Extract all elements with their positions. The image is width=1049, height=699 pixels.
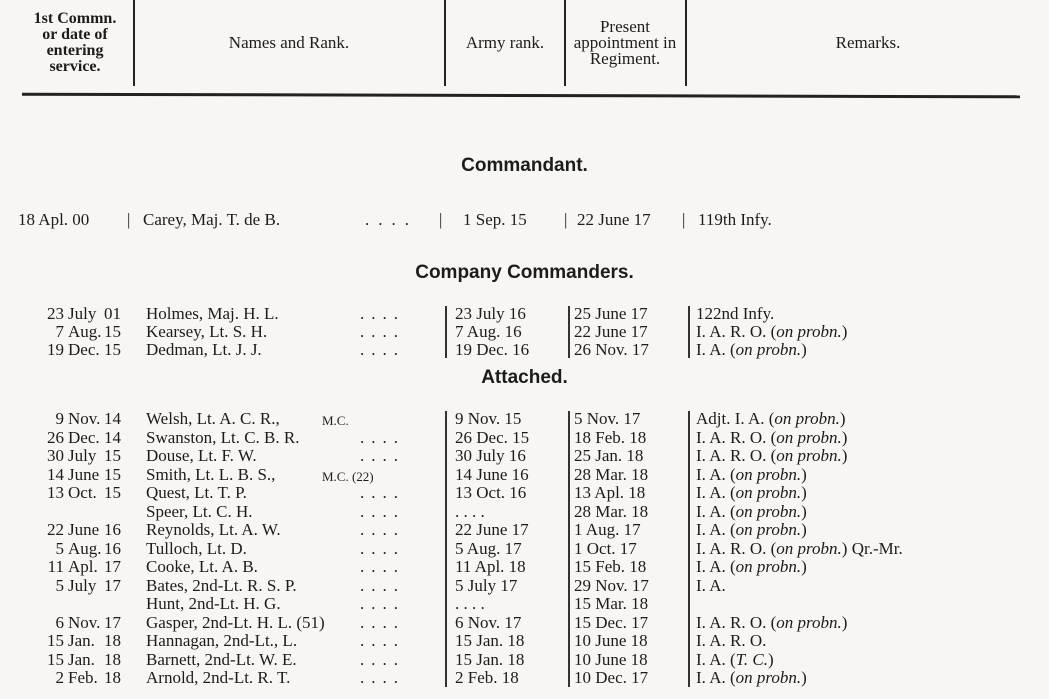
dot-leader: ....	[360, 322, 405, 341]
divider-mark: |	[127, 210, 131, 229]
officer-name: Smith, Lt. L. B. S.,	[146, 464, 276, 484]
appointment: 25 June 17	[574, 304, 648, 323]
entry-year: 17	[104, 575, 121, 595]
dot-leader: ....	[360, 446, 405, 465]
army-rank: 9 Nov. 15	[455, 409, 522, 428]
officer-name: Hannagan, 2nd-Lt., L.	[146, 631, 298, 650]
army-column-rule	[445, 306, 447, 358]
officer-name: Tulloch, Lt. D.	[146, 538, 247, 558]
entry-month: Jan.	[68, 631, 95, 650]
officer-row	[0, 429, 1049, 447]
dot-leader: ....	[360, 538, 405, 558]
appointment: 25 Jan. 18	[574, 446, 644, 465]
entry-year: 17	[104, 557, 121, 576]
officer-row	[0, 632, 1049, 650]
appointment: 10 Dec. 17	[574, 668, 649, 687]
entry-year: 18	[104, 649, 121, 669]
dot-leader: ....	[360, 340, 405, 359]
officer-row	[0, 410, 1049, 428]
entry-day: 11	[47, 557, 64, 576]
officer-name: Speer, Lt. C. H.	[146, 501, 253, 521]
officer-row	[0, 558, 1049, 576]
remarks: I. A. (on probn.)	[696, 340, 807, 359]
remarks: I. A. (on probn.)	[696, 464, 807, 484]
entry-day: 14	[47, 464, 64, 484]
officer-name: Reynolds, Lt. A. W.	[146, 520, 281, 539]
remarks-column-rule	[688, 411, 690, 687]
officer-row	[0, 540, 1049, 558]
entry-year: 18	[104, 631, 121, 650]
dot-leader: ....	[360, 631, 405, 650]
officer-row	[0, 484, 1049, 502]
entry-month: Aug.	[68, 538, 102, 558]
entry-day: 26	[47, 427, 64, 447]
entry-month: Nov.	[68, 409, 101, 428]
officer-row	[0, 614, 1049, 632]
officer-name: Dedman, Lt. J. J.	[146, 340, 262, 359]
officer-name: Gasper, 2nd-Lt. H. L. (51)	[146, 612, 325, 632]
officer-name: Cooke, Lt. A. B.	[146, 557, 258, 576]
entry-year: 17	[104, 612, 121, 632]
entry-day: 2	[55, 668, 64, 687]
remarks: I. A. R. O. (on probn.)	[696, 612, 848, 632]
entry-day: 23	[47, 304, 64, 323]
column-header-names: Names and Rank.	[228, 33, 350, 52]
dot-leader: ....	[365, 210, 418, 229]
remarks: 119th Infy.	[698, 210, 772, 229]
appointment: 5 Nov. 17	[574, 409, 641, 428]
entry-month: Jan.	[68, 649, 95, 669]
honour: M.C.	[322, 413, 349, 428]
officer-name: Welsh, Lt. A. C. R.,	[146, 409, 280, 428]
remarks: I. A. (T. C.)	[696, 649, 774, 669]
entry-month: July	[68, 575, 97, 595]
column-header-appointment: Present appointment in Regiment.	[573, 17, 677, 68]
section-title-company-commanders: Company Commanders.	[415, 262, 634, 283]
army-rank: 23 July 16	[455, 304, 526, 323]
officer-row	[0, 323, 1049, 341]
entry-year: 01	[104, 304, 121, 323]
appointment: 1 Oct. 17	[574, 538, 637, 558]
officer-name: Douse, Lt. F. W.	[146, 446, 257, 465]
officer-name: Quest, Lt. T. P.	[146, 483, 247, 502]
remarks: Adjt. I. A. (on probn.)	[696, 409, 846, 428]
entry-month: June	[68, 520, 100, 539]
entry-year: 15	[104, 464, 121, 484]
remarks: 122nd Infy.	[696, 304, 775, 323]
appointment-column-rule	[568, 306, 570, 358]
remarks: I. A.	[696, 575, 726, 595]
army-rank: . . . .	[455, 501, 485, 521]
entry-year: 14	[104, 427, 121, 447]
entry-year: 15	[104, 322, 121, 341]
entry-day: 15	[47, 631, 64, 650]
army-rank: 6 Nov. 17	[455, 612, 522, 632]
entry-month: Dec.	[68, 427, 100, 447]
entry-year: 15	[104, 340, 121, 359]
army-rank: . . . .	[455, 594, 485, 613]
remarks: I. A. R. O. (on probn.) Qr.-Mr.	[696, 538, 903, 558]
officer-row	[0, 651, 1049, 669]
dot-leader: ....	[360, 612, 405, 632]
appointment: 26 Nov. 17	[574, 340, 649, 359]
entry-month: Apl.	[68, 557, 98, 576]
remarks: I. A. (on probn.)	[696, 668, 807, 687]
officer-row	[0, 521, 1049, 539]
army-rank: 1 Sep. 15	[463, 210, 527, 229]
army-rank: 15 Jan. 18	[455, 649, 525, 669]
officer-name: Hunt, 2nd-Lt. H. G.	[146, 594, 281, 613]
entry-day: 15	[47, 649, 64, 669]
remarks: I. A. (on probn.)	[696, 520, 807, 539]
appointment: 15 Feb. 18	[574, 557, 647, 576]
entry-month: June	[68, 464, 100, 484]
entry-month: Aug.	[68, 322, 102, 341]
dot-leader: ....	[360, 594, 405, 613]
officer-name: Swanston, Lt. C. B. R.	[146, 427, 300, 447]
army-rank: 14 June 16	[455, 464, 529, 484]
entry-day: 5	[55, 575, 64, 595]
remarks: I. A. R. O. (on probn.)	[696, 446, 848, 465]
officer-row	[0, 305, 1049, 323]
column-header-remarks: Remarks.	[835, 33, 901, 52]
honour: M.C. (22)	[322, 468, 374, 484]
appointment: 28 Mar. 18	[574, 501, 649, 521]
appointment: 22 June 17	[577, 210, 651, 229]
appointment: 10 June 18	[574, 649, 648, 669]
officer-row	[0, 669, 1049, 687]
army-rank: 26 Dec. 15	[455, 427, 530, 447]
dot-leader: ....	[360, 520, 405, 539]
officer-name: Kearsey, Lt. S. H.	[146, 322, 268, 341]
army-rank: 5 July 17	[455, 575, 518, 595]
entry-month: July	[68, 304, 97, 323]
appointment: 13 Apl. 18	[574, 483, 646, 502]
entry-year: 15	[104, 483, 121, 502]
officer-row	[0, 341, 1049, 359]
appointment: 18 Feb. 18	[574, 427, 647, 447]
dot-leader: ....	[360, 304, 405, 323]
army-rank: 5 Aug. 17	[455, 538, 522, 558]
appointment: 10 June 18	[574, 631, 648, 650]
remarks: I. A. R. O. (on probn.)	[696, 322, 848, 341]
appointment: 15 Dec. 17	[574, 612, 649, 632]
army-rank: 30 July 16	[455, 446, 526, 465]
entry-year: 15	[104, 446, 121, 465]
officer-row	[0, 577, 1049, 595]
dot-leader: ....	[360, 668, 405, 687]
entry-day: 6	[55, 612, 64, 632]
appointment: 29 Nov. 17	[574, 575, 649, 595]
entry-day: 22	[47, 520, 64, 539]
army-rank: 13 Oct. 16	[455, 483, 527, 502]
army-rank: 7 Aug. 16	[455, 322, 522, 341]
entry-day: 9	[55, 409, 64, 428]
entry-month: July	[68, 446, 97, 465]
divider-mark: |	[564, 210, 568, 229]
dot-leader: ....	[360, 427, 405, 447]
army-rank: 2 Feb. 18	[455, 668, 519, 687]
officer-row	[0, 595, 1049, 613]
entry-month: Feb.	[68, 668, 98, 687]
dot-leader: ....	[360, 483, 405, 502]
army-rank: 11 Apl. 18	[455, 557, 526, 576]
commandant-row	[0, 211, 1049, 229]
entry-day: 5	[55, 538, 64, 558]
army-rank: 19 Dec. 16	[455, 340, 530, 359]
appointment-column-rule	[568, 411, 570, 687]
officer-name: Bates, 2nd-Lt. R. S. P.	[146, 575, 297, 595]
remarks: I. A. (on probn.)	[696, 483, 807, 502]
divider-mark: |	[439, 210, 443, 229]
officer-name: Barnett, 2nd-Lt. W. E.	[146, 649, 297, 669]
section-title-attached: Attached.	[481, 367, 568, 388]
entry-year: 16	[104, 538, 121, 558]
entry-day: 19	[47, 340, 64, 359]
officer-name: Carey, Maj. T. de B.	[143, 210, 281, 229]
entry-date: 18 Apl. 00	[18, 210, 90, 229]
appointment: 1 Aug. 17	[574, 520, 641, 539]
entry-year: 18	[104, 668, 121, 687]
remarks: I. A. R. O. (on probn.)	[696, 427, 848, 447]
header-rule	[22, 93, 1020, 98]
dot-leader: ....	[360, 501, 405, 521]
appointment: 22 June 17	[574, 322, 648, 341]
officer-row	[0, 503, 1049, 521]
entry-year: 14	[104, 409, 121, 428]
entry-year: 16	[104, 520, 121, 539]
officer-name: Arnold, 2nd-Lt. R. T.	[146, 668, 291, 687]
appointment: 28 Mar. 18	[574, 464, 649, 484]
column-header-army-rank: Army rank.	[465, 33, 545, 52]
officer-row	[0, 447, 1049, 465]
divider-mark: |	[682, 210, 686, 229]
dot-leader: ....	[360, 575, 405, 595]
remarks: I. A. (on probn.)	[696, 501, 807, 521]
officer-row	[0, 466, 1049, 484]
column-header-entry-date: 1st Commn. or date of entering service.	[33, 10, 117, 75]
remarks: I. A. R. O.	[696, 631, 767, 650]
remarks: I. A. (on probn.)	[696, 557, 807, 576]
entry-month: Dec.	[68, 340, 100, 359]
appointment: 15 Mar. 18	[574, 594, 649, 613]
remarks-column-rule	[688, 306, 690, 358]
entry-month: Oct.	[68, 483, 97, 502]
army-rank: 22 June 17	[455, 520, 529, 539]
dot-leader: ....	[360, 649, 405, 669]
officer-name: Holmes, Maj. H. L.	[146, 304, 279, 323]
dot-leader: ....	[360, 557, 405, 576]
army-rank: 15 Jan. 18	[455, 631, 525, 650]
army-column-rule	[445, 411, 447, 687]
entry-month: Nov.	[68, 612, 101, 632]
entry-day: 30	[47, 446, 64, 465]
entry-day: 13	[47, 483, 64, 502]
entry-day: 7	[55, 322, 64, 341]
section-title-commandant: Commandant.	[461, 155, 588, 176]
